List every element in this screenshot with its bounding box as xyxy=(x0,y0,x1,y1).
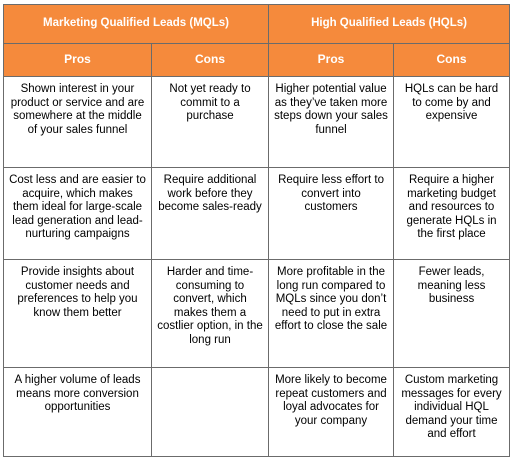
mql-header: Marketing Qualified Leads (MQLs) xyxy=(4,5,269,44)
table-cell: Require less effort to convert into customers xyxy=(269,168,394,260)
table-row xyxy=(4,168,510,260)
table-cell: HQLs can be hard to come by and expensive xyxy=(394,77,510,168)
mql-cons-header: Cons xyxy=(152,44,269,77)
table-row xyxy=(4,368,510,457)
mql-vs-hql-table xyxy=(3,4,510,457)
table-row xyxy=(4,77,510,168)
table-cell: Fewer leads, meaning less business xyxy=(394,260,510,368)
table-cell: More likely to become repeat customers and loyal advocates for your company xyxy=(269,368,394,457)
table-cell: More profitable in the long run compared to MQLs since you don’t need to put in extra effort to close the sale xyxy=(269,260,394,368)
table-cell: A higher volume of leads means more conversion opportunities xyxy=(4,368,152,457)
group-header-row xyxy=(4,5,510,44)
table-cell: Harder and time-consuming to convert, which makes them a costlier option, in the long run xyxy=(152,260,269,368)
table-row xyxy=(4,260,510,368)
table-cell: Require additional work before they become sales-ready xyxy=(152,168,269,260)
table-cell: Not yet ready to commit to a purchase xyxy=(152,77,269,168)
table-cell: Provide insights about customer needs and preferences to help you know them better xyxy=(4,260,152,368)
hql-cons-header: Cons xyxy=(394,44,510,77)
table-cell: Higher potential value as they’ve taken more steps down your sales funnel xyxy=(269,77,394,168)
table-cell xyxy=(152,368,269,457)
table-cell: Custom marketing messages for every individual HQL demand your time and effort xyxy=(394,368,510,457)
table-cell: Require a higher marketing budget and resources to generate HQLs in the first place xyxy=(394,168,510,260)
subheader-row xyxy=(4,44,510,77)
hql-header: High Qualified Leads (HQLs) xyxy=(269,5,510,44)
mql-pros-header: Pros xyxy=(4,44,152,77)
table-cell: Shown interest in your product or service and are somewhere at the middle of your sales funnel xyxy=(4,77,152,168)
table-cell: Cost less and are easier to acquire, which makes them ideal for large-scale lead generation and lead-nurturing campaigns xyxy=(4,168,152,260)
hql-pros-header: Pros xyxy=(269,44,394,77)
